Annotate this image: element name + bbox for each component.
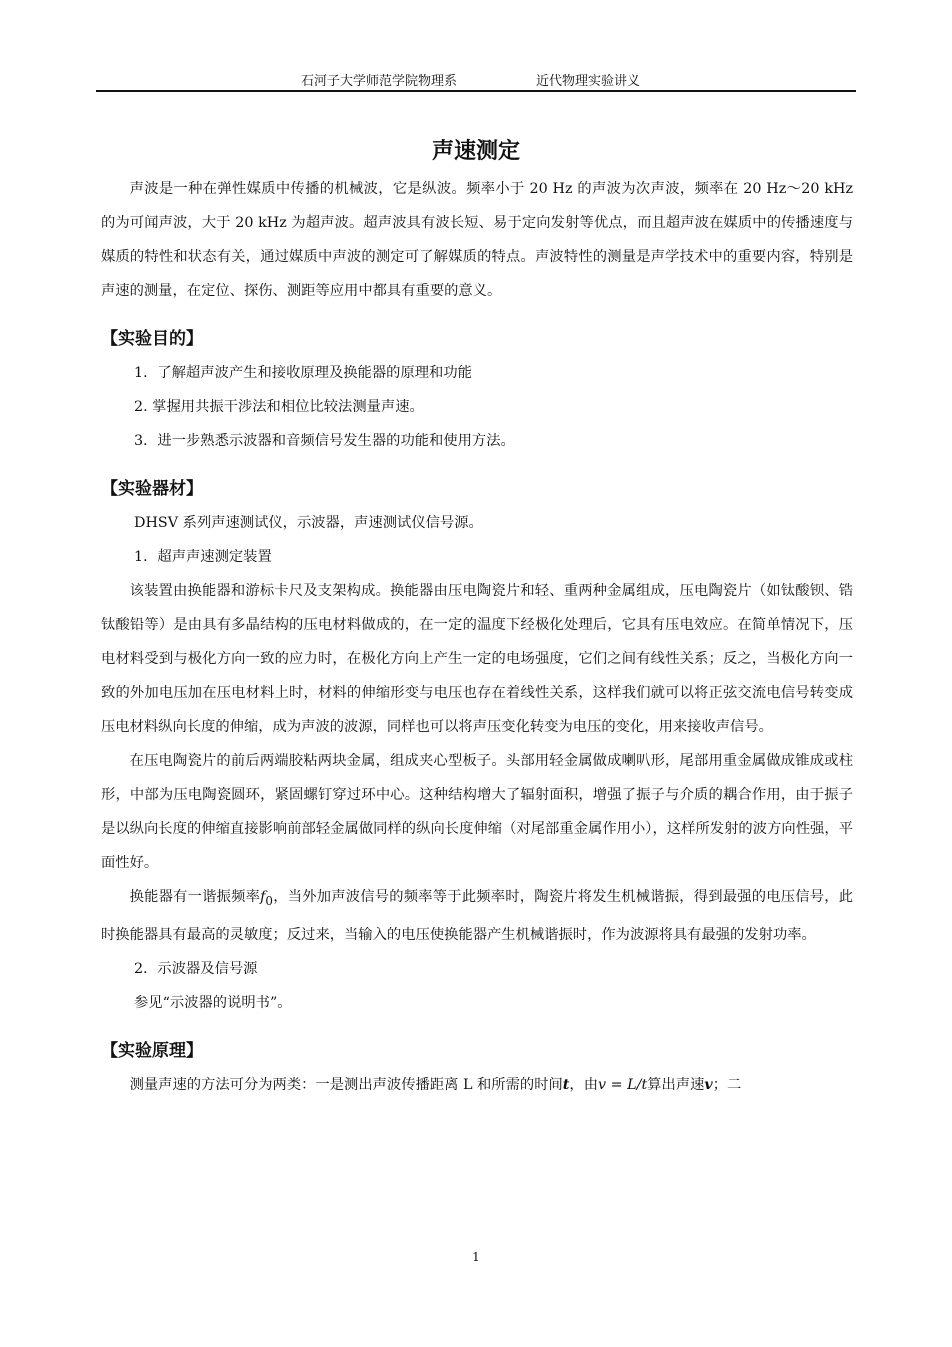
p3-text-a: 换能器有一谐振频率	[129, 889, 261, 905]
equipment-intro: DHSV 系列声速测试仪，示波器，声速测试仪信号源。	[134, 515, 483, 531]
equipment-sub2-title: 2．示波器及信号源	[134, 960, 258, 977]
heading-purpose: 【实验目的】	[101, 329, 203, 349]
equipment-sub1-title: 1．超声声速测定装置	[134, 549, 272, 565]
page-title: 声速测定	[431, 138, 520, 164]
speed-formula: v = L/t	[598, 1076, 648, 1093]
principle-text-c: 算出声速	[647, 1076, 705, 1093]
principle-text-b: ，由	[569, 1076, 598, 1093]
time-symbol: t	[562, 1076, 570, 1093]
header-course: 近代物理实验讲义	[536, 74, 641, 89]
p3-text-b: ，当外加声波信号的频率等于此频率时，陶瓷片将发生机械谐振，得到最强的电压信号，此时换能器具有最高的灵敏度；反过来，当输入的电压使换能器产生机械谐振时，作为波源将具有最强的发射功率。	[101, 889, 854, 943]
page-number: 1	[472, 1250, 480, 1264]
purpose-item-1: 1．了解超声波产生和接收原理及换能器的原理和功能	[134, 365, 472, 381]
purpose-item-2: 2. 掌握用共振干涉法和相位比较法测量声速。	[134, 399, 424, 415]
purpose-item-3: 3．进一步熟悉示波器和音频信号发生器的功能和使用方法。	[134, 433, 515, 449]
intro-paragraph: 声波是一种在弹性媒质中传播的机械波，它是纵波。频率小于 20 Hz 的声波为次声波，频率在 20 Hz～20 kHz 的为可闻声波，大于 20 kHz 为超声波。超声波具有波长短、易于定向发射等优点，而且超声波在媒质中的传播速度与媒质的特性和状态有关，通过媒质中声波的测定可了解媒质的特点。声波特性的测量是声学技术中的重要内容，特别是声速的测量，在定位、探伤、测距等应用中都具有重要的意义。	[101, 181, 853, 299]
equipment-sub1-paragraph-1: 该装置由换能器和游标卡尺及支架构成。换能器由压电陶瓷片和轻、重两种金属组成，压电陶瓷片（如钛酸钡、锆钛酸铅等）是由具有多晶结构的压电材料做成的，在一定的温度下经极化处理后，它具有压电效应。在简单情况下，压电材料受到与极化方向一致的应力时，在极化方向上产生一定的电场强度，它们之间有线性关系；反之，当极化方向一致的外加电压加在压电材料上时，材料的伸缩形变与电压也存在着线性关系，这样我们就可以将正弦交流电信号转变成压电材料纵向长度的伸缩，成为声波的波源，同样也可以将声压变化转变为电压的变化，用来接收声信号。	[101, 583, 853, 735]
equipment-sub2-paragraph: 参见“示波器的说明书”。	[134, 994, 292, 1011]
principle-text-d: ；二	[712, 1076, 742, 1093]
resonant-frequency-subscript: 0	[265, 893, 273, 908]
heading-principle: 【实验原理】	[101, 1040, 203, 1061]
running-header	[96, 70, 856, 92]
header-department: 石河子大学师范学院物理系	[301, 74, 458, 89]
heading-equipment: 【实验器材】	[101, 479, 203, 499]
principle-text-a: 测量声速的方法可分为两类：一是测出声波传播距离 L 和所需的时间	[129, 1076, 563, 1093]
document-body	[101, 172, 853, 1102]
equipment-sub1-paragraph-2: 在压电陶瓷片的前后两端胶粘两块金属，组成夹心型板子。头部用轻金属做成喇叭形，尾部用重金属做成锥成或柱形，中部为压电陶瓷圆环，紧固螺钉穿过环中心。这种结构增大了辐射面积，增强了振子与介质的耦合作用，由于振子是以纵向长度的伸缩直接影响前部轻金属做同样的纵向长度伸缩（对尾部重金属作用小），这样所发射的波方向性强，平面性好。	[101, 753, 853, 871]
speed-symbol: v	[704, 1076, 713, 1093]
equipment-sub1-paragraph-3	[101, 880, 853, 952]
principle-paragraph	[101, 1068, 853, 1102]
resonant-frequency-symbol: f	[260, 889, 266, 905]
